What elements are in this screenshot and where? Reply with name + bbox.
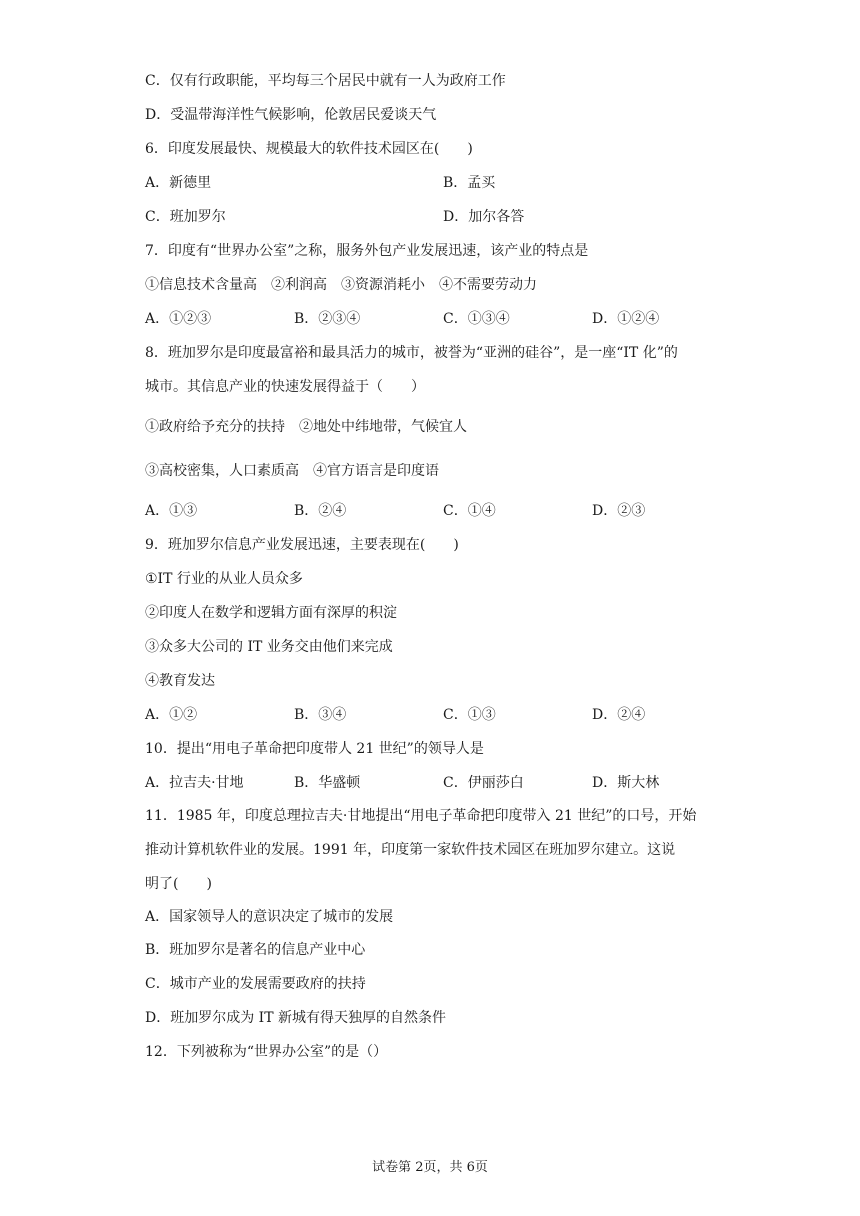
q10-option-c: C．伊丽莎白 bbox=[443, 775, 524, 791]
q6-option-a: A．新德里 bbox=[145, 175, 212, 191]
q8-option-b: B．②④ bbox=[294, 503, 347, 519]
q9-option-a: A．①② bbox=[145, 707, 198, 723]
q8-option-a: A．①③ bbox=[145, 503, 198, 519]
q8-items-line2: ③高校密集，人口素质高 ④官方语言是印度语 bbox=[145, 463, 439, 479]
q7-items: ①信息技术含量高 ②利润高 ③资源消耗小 ④不需要劳动力 bbox=[145, 277, 537, 293]
q11-stem-line3: 明了( ) bbox=[145, 876, 212, 892]
q9-option-c: C．①③ bbox=[443, 707, 496, 723]
q10-stem: 10．提出“用电子革命把印度带人 21 世纪”的领导人是 bbox=[145, 741, 484, 757]
q11-option-d: D．班加罗尔成为 IT 新城有得天独厚的自然条件 bbox=[145, 1010, 446, 1026]
q12-stem: 12．下列被称为“世界办公室”的是（） bbox=[145, 1044, 388, 1060]
q5-option-c: C．仅有行政职能，平均每三个居民中就有一人为政府工作 bbox=[145, 73, 506, 89]
q5-option-d: D．受温带海洋性气候影响，伦敦居民爱谈天气 bbox=[145, 107, 437, 123]
q11-option-c: C．城市产业的发展需要政府的扶持 bbox=[145, 976, 366, 992]
q8-option-d: D．②③ bbox=[592, 503, 646, 519]
q10-option-d: D．斯大林 bbox=[592, 775, 660, 791]
q11-stem-line1: 11．1985 年，印度总理拉吉夫·甘地提出“用电子革命把印度带入 21 世纪”的口号，开始 bbox=[145, 808, 697, 824]
q6-option-b: B．孟买 bbox=[443, 175, 496, 191]
q8-stem-line1: 8．班加罗尔是印度最富裕和最具活力的城市，被誉为“亚洲的硅谷”，是一座“IT 化”的 bbox=[145, 345, 678, 361]
q8-stem-line2: 城市。其信息产业的快速发展得益于（ ） bbox=[145, 379, 425, 395]
q9-item-4: ④教育发达 bbox=[145, 673, 215, 689]
q6-option-d: D．加尔各答 bbox=[443, 209, 525, 225]
q11-stem-line2: 推动计算机软件业的发展。1991 年，印度第一家软件技术园区在班加罗尔建立。这说 bbox=[145, 842, 676, 858]
q7-option-a: A．①②③ bbox=[145, 311, 212, 327]
q11-option-a: A．国家领导人的意识决定了城市的发展 bbox=[145, 909, 394, 925]
q9-item-2: ②印度人在数学和逻辑方面有深厚的积淀 bbox=[145, 605, 397, 621]
q7-option-d: D．①②④ bbox=[592, 311, 660, 327]
q9-item-3: ③众多大公司的 IT 业务交由他们来完成 bbox=[145, 639, 393, 655]
q7-option-b: B．②③④ bbox=[294, 311, 361, 327]
page-footer: 试卷第 2页，共 6页 bbox=[372, 1160, 488, 1175]
q6-option-c: C．班加罗尔 bbox=[145, 209, 226, 225]
q10-option-a: A．拉吉夫·甘地 bbox=[145, 775, 244, 791]
q6-stem: 6．印度发展最快、规模最大的软件技术园区在( ) bbox=[145, 141, 473, 157]
q9-option-d: D．②④ bbox=[592, 707, 646, 723]
q9-stem: 9．班加罗尔信息产业发展迅速，主要表现在( ) bbox=[145, 537, 459, 553]
q8-option-c: C．①④ bbox=[443, 503, 496, 519]
q10-option-b: B．华盛顿 bbox=[294, 775, 361, 791]
q9-item-1: ①IT 行业的从业人员众多 bbox=[145, 571, 303, 587]
q9-option-b: B．③④ bbox=[294, 707, 347, 723]
q7-option-c: C．①③④ bbox=[443, 311, 510, 327]
q7-stem: 7．印度有“世界办公室”之称，服务外包产业发展迅速，该产业的特点是 bbox=[145, 243, 589, 259]
q8-items-line1: ①政府给予充分的扶持 ②地处中纬地带，气候宜人 bbox=[145, 419, 467, 435]
q11-option-b: B．班加罗尔是著名的信息产业中心 bbox=[145, 942, 366, 958]
